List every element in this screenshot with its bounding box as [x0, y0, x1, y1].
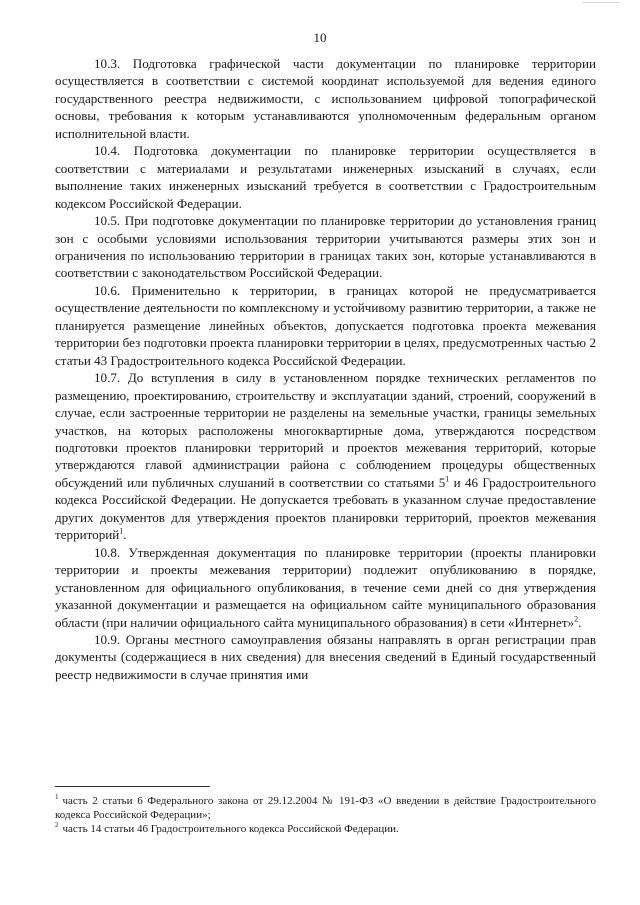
paragraph-10-9: 10.9. Органы местного самоуправления обязаны направлять в орган регистрации прав документы (содержащиеся в них сведения) для внесения сведений в Единый государственный реестр недвижимости в случае принятия ими [55, 631, 596, 682]
paragraph-10-8-text-a: 10.8. Утвержденная документация по планировке территории (проекты планировки территории и проекты межевания территории) подлежит опубликованию в порядке, установленном для официального опубликования, в течение семи дней со дня утверждения указанной документации и размещается на официальном сайте муниципального образования области (при наличии официального сайта муниципального образования) в сети «Интернет» [55, 544, 596, 630]
paragraph-10-4: 10.4. Подготовка документации по планировке территории осуществляется в соответствии с материалами и результатами инженерных изысканий в случаях, если выполнение таких инженерных изысканий требуется в соответствии с Градостроительным кодексом Российской Федерации. [55, 143, 596, 211]
footnote-1-text: часть 2 статьи 6 Федерального закона от 29.12.2004 № 191-ФЗ «О введении в действие Градостроительного кодекса Российской Федерации»; [55, 795, 596, 821]
footnote-ref-2[interactable]: 2 [574, 614, 579, 624]
footnote-2 [55, 822, 596, 836]
paragraph-10-5: 10.5. При подготовке документации по планировке территории до установления границ зон с особыми условиями использования территории учитываются размеры этих зон и ограничения по использованию территории в границах таких зон, которые устанавливаются в соответствии с законодательством Российской Федерации. [55, 213, 596, 281]
footnote-mark-1: 1 [55, 793, 59, 802]
footnote-ref-1[interactable]: 1 [119, 526, 124, 536]
footnote-2-text: часть 14 статьи 46 Градостроительного кодекса Российской Федерации. [62, 823, 399, 835]
paragraph-10-7-text-b: и 46 Градостроительного кодекса Российской Федерации. Не допускается требовать в указанном случае предоставление других документов для утверждения проектов планировки территорий, проектов межевания территорий [55, 474, 596, 543]
paragraph-10-7-text-c: . [123, 527, 127, 543]
paragraph-10-8-text-b: . [578, 614, 582, 630]
paragraph-10-6: 10.6. Применительно к территории, в границах которой не предусматривается осуществление деятельности по комплексному и устойчивому развитию территории, а также не планируется размещение линейных объектов, допускается подготовка проекта межевания территории без подготовки проекта планировки территории в целях, предусмотренных частью 2 статьи 43 Градостроительного кодекса Российской Федерации. [55, 282, 596, 368]
paragraph-10-7 [55, 369, 596, 544]
document-body [55, 55, 596, 683]
footnote-mark-2: 2 [55, 821, 59, 830]
footnote-divider [55, 786, 210, 787]
page-number: 10 [313, 30, 327, 45]
superscript-article-5-1: 1 [445, 474, 450, 484]
scan-corner-mark [582, 2, 620, 6]
paragraph-10-7-text-a: 10.7. До вступления в силу в установленном порядке технических регламентов по размещению, проектированию, строительству и эксплуатации зданий, строений, сооружений в случае, если застроенные территории не разделены на земельные участки, границы земельных участков, на которых расположены многоквартирные дома, утверждаются посредством подготовки проектов планировки территорий и проектов межевания территорий, которые утверждаются главой администрации района с соблюдением процедуры общественных обсуждений или публичных слушаний в соответствии со статьями 5 [55, 370, 596, 490]
paragraph-10-8 [55, 544, 596, 631]
paragraph-10-3: 10.3. Подготовка графической части документации по планировке территории осуществляется в соответствии с системой координат используемой для ведения единого государственного реестра недвижимости, с использованием цифровой топографической основы, требования к которым устанавливаются уполномоченным федеральным органом исполнительной власти. [55, 56, 596, 141]
footnote-1 [55, 794, 596, 822]
footnotes [55, 794, 596, 836]
